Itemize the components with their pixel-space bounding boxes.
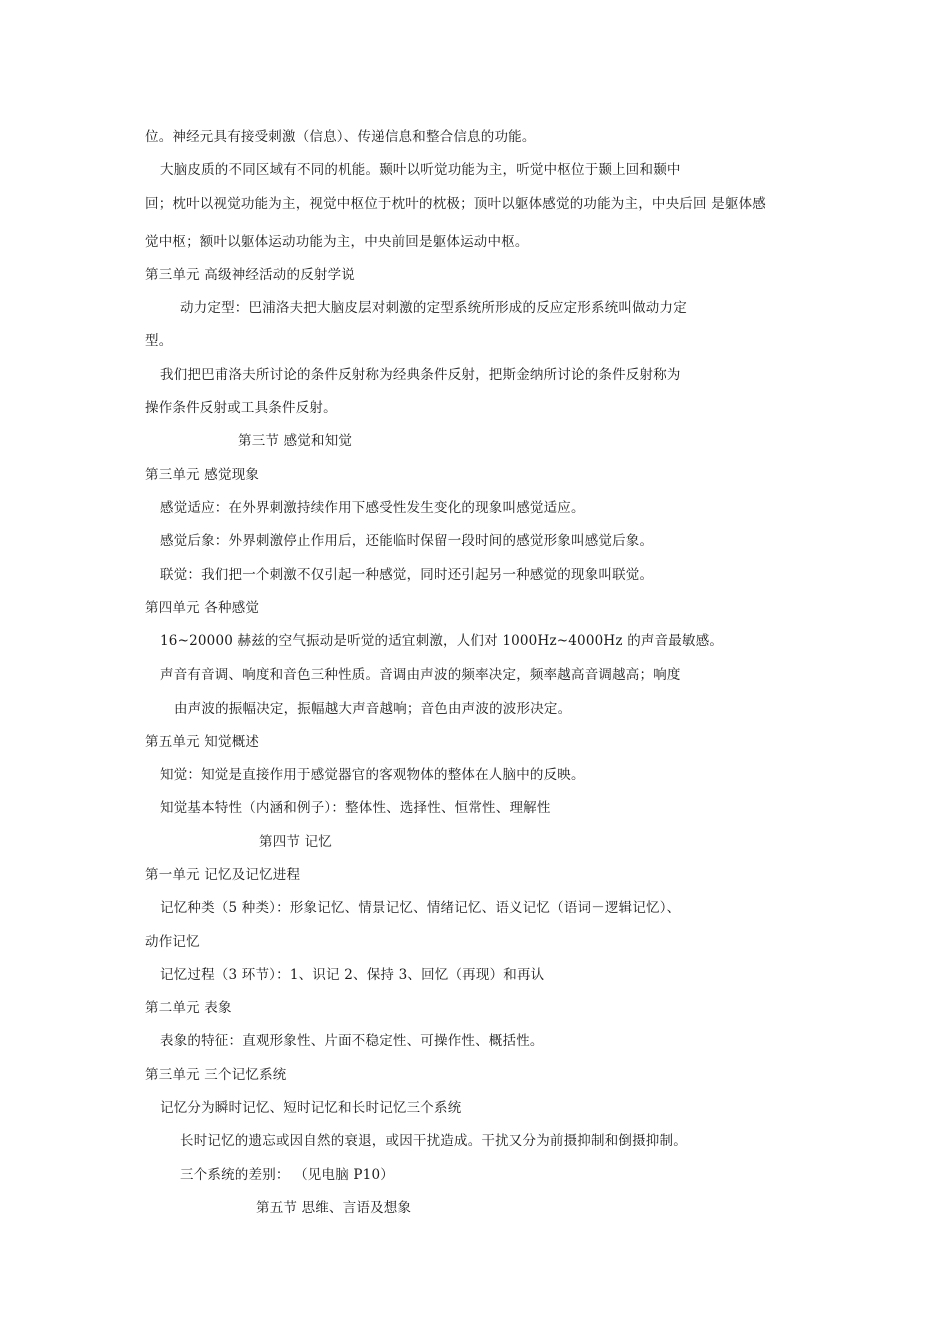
paragraph-line: 大脑皮质的不同区域有不同的机能。颞叶以听觉功能为主，听觉中枢位于颞上回和颞中 — [160, 162, 681, 178]
paragraph-line: 知觉：知觉是直接作用于感觉器官的客观物体的整体在人脑中的反映。 — [160, 767, 585, 783]
paragraph-line: 16~20000 赫兹的空气振动是听觉的适宜刺激，人们对 1000Hz~4000Hz 的声音最敏感。 — [160, 633, 724, 649]
paragraph-line: 觉中枢；额叶以躯体运动功能为主，中央前回是躯体运动中枢。 — [145, 234, 529, 250]
paragraph-line: 三个系统的差别： （见电脑 P10） — [180, 1167, 394, 1183]
paragraph-line: 联觉：我们把一个刺激不仅引起一种感觉，同时还引起另一种感觉的现象叫联觉。 — [160, 567, 654, 583]
unit-heading: 第一单元 记忆及记忆进程 — [145, 867, 301, 883]
unit-heading: 第三单元 感觉现象 — [145, 467, 260, 483]
paragraph-line: 长时记忆的遗忘或因自然的衰退，或因干扰造成。干扰又分为前摄抑制和倒摄抑制。 — [180, 1133, 687, 1149]
paragraph-line: 由声波的振幅决定，振幅越大声音越响；音色由声波的波形决定。 — [174, 701, 572, 717]
paragraph-line: 动作记忆 — [145, 934, 200, 950]
paragraph-line: 位。神经元具有接受刺激（信息）、传递信息和整合信息的功能。 — [145, 129, 536, 145]
paragraph-line: 表象的特征：直观形象性、片面不稳定性、可操作性、概括性。 — [160, 1033, 544, 1049]
section-heading: 第五节 思维、言语及想象 — [256, 1200, 412, 1216]
paragraph-line: 回；枕叶以视觉功能为主，视觉中枢位于枕叶的枕极；顶叶以躯体感觉的功能为主，中央后回 是躯体感 — [145, 196, 766, 212]
paragraph-line: 记忆种类（5 种类）：形象记忆、情景记忆、情绪记忆、语义记忆（语词－逻辑记忆）、 — [160, 900, 681, 916]
unit-heading: 第三单元 三个记忆系统 — [145, 1067, 287, 1083]
paragraph-line: 动力定型：巴浦洛夫把大脑皮层对刺激的定型系统所形成的反应定形系统叫做动力定 — [180, 300, 687, 316]
paragraph-line: 声音有音调、响度和音色三种性质。音调由声波的频率决定，频率越高音调越高；响度 — [160, 667, 681, 683]
paragraph-line: 记忆分为瞬时记忆、短时记忆和长时记忆三个系统 — [160, 1100, 462, 1116]
paragraph-line: 操作条件反射或工具条件反射。 — [145, 400, 337, 416]
paragraph-line: 知觉基本特性（内涵和例子）：整体性、选择性、恒常性、理解性 — [160, 800, 551, 816]
paragraph-line: 我们把巴甫洛夫所讨论的条件反射称为经典条件反射，把斯金纳所讨论的条件反射称为 — [160, 367, 681, 383]
paragraph-line: 记忆过程（3 环节）：1、识记 2、保持 3、回忆（再现）和再认 — [160, 967, 545, 983]
unit-heading: 第二单元 表象 — [145, 1000, 232, 1016]
unit-heading: 第三单元 高级神经活动的反射学说 — [145, 267, 355, 283]
unit-heading: 第五单元 知觉概述 — [145, 734, 260, 750]
paragraph-line: 感觉后象：外界刺激停止作用后，还能临时保留一段时间的感觉形象叫感觉后象。 — [160, 533, 654, 549]
unit-heading: 第四单元 各种感觉 — [145, 600, 260, 616]
paragraph-line: 感觉适应：在外界刺激持续作用下感受性发生变化的现象叫感觉适应。 — [160, 500, 585, 516]
section-heading: 第三节 感觉和知觉 — [238, 433, 353, 449]
section-heading: 第四节 记忆 — [259, 834, 332, 850]
paragraph-line: 型。 — [145, 333, 173, 349]
